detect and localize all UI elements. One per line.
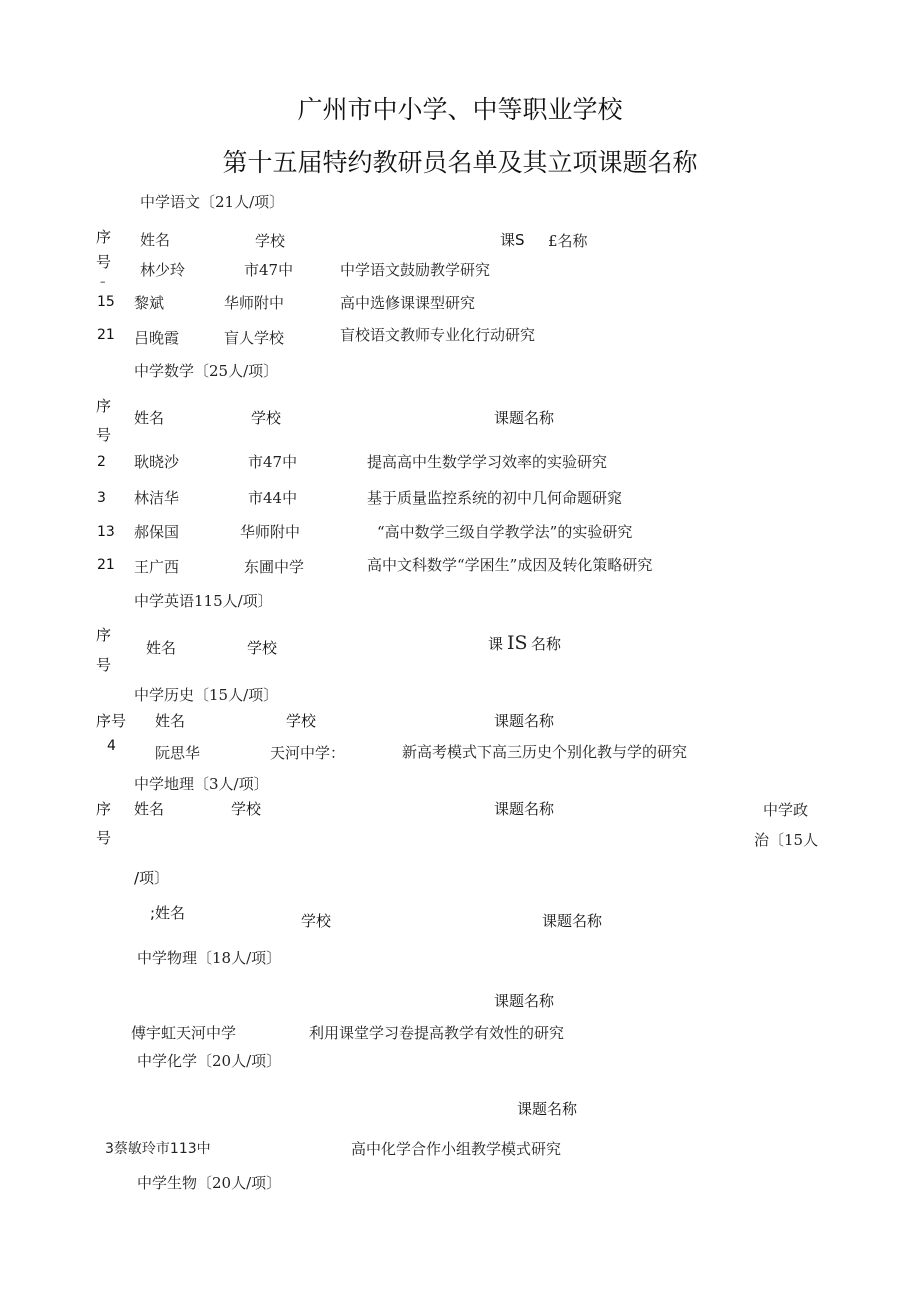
- table-cell-name: 林少玲: [140, 261, 186, 279]
- table-cell-name: 林洁华: [134, 489, 180, 507]
- header-school: 学校: [231, 800, 262, 818]
- table-cell-name-school: 傅宇虹天河中学: [131, 1024, 237, 1042]
- title-line-2: 第十五届特约教研员名单及其立项课题名称: [222, 148, 698, 177]
- section-politics: 治〔15人: [754, 831, 819, 849]
- table-cell-school: 市44中: [248, 489, 298, 507]
- table-cell-no: 15: [97, 294, 115, 310]
- table-cell-no: 13: [97, 524, 115, 540]
- table-cell-topic: 基于质量监控系统的初中几何命题研窕: [367, 489, 623, 507]
- table-cell-no-name-school: 3蔡敏玲市113中: [105, 1141, 211, 1157]
- table-cell-topic: 高中选修课课型研究: [340, 294, 476, 312]
- header-school: 学校: [255, 232, 286, 250]
- table-cell-no: 4: [107, 738, 116, 754]
- section-english: 中学英语115人/项〕: [134, 592, 273, 610]
- header-school: 学校: [301, 912, 332, 930]
- table-cell-name: 耿晓沙: [134, 453, 180, 471]
- table-cell-no: 21: [97, 557, 115, 573]
- section-politics: 中学政: [763, 801, 809, 819]
- table-cell-school: 东圃中学: [244, 558, 305, 576]
- table-cell-name: 吕晚霞: [134, 329, 180, 347]
- table-cell-school: 市47中: [248, 453, 298, 471]
- table-cell-name: 阮思华: [155, 744, 201, 762]
- header-topic: 课题名称: [517, 1100, 578, 1118]
- table-cell-topic: 新高考模式下高三历史个别化教与学的研究: [402, 743, 688, 761]
- section-history: 中学历史〔15人/项〕: [134, 686, 279, 704]
- header-seq: 序: [96, 626, 112, 644]
- header-topic: 课题名称: [542, 912, 603, 930]
- header-topic: £名称: [548, 232, 588, 250]
- header-topic: 课题名称: [494, 712, 555, 730]
- header-topic: 名称: [531, 635, 562, 653]
- header-name: 姓名: [155, 712, 186, 730]
- header-school: 学校: [251, 409, 282, 427]
- section-chinese: 中学语文〔21人/项〕: [140, 193, 285, 211]
- table-cell-topic: 中学语文鼓励教学研究: [340, 261, 491, 279]
- table-cell-name: 王广西: [134, 558, 180, 576]
- table-cell-school: 盲人学校: [224, 329, 285, 347]
- header-school: 学校: [247, 639, 278, 657]
- header-topic: 课题名称: [494, 992, 555, 1010]
- section-biology: 中学生物〔20人/项〕: [137, 1174, 282, 1192]
- table-cell-school: 华师附中: [240, 523, 301, 541]
- table-cell-school: 天河中学：: [270, 744, 346, 762]
- table-cell-school: 市47中: [244, 261, 294, 279]
- section-geography: 中学地理〔3人/项〕: [134, 775, 269, 793]
- section-math: 中学数学〔25人/项〕: [134, 362, 279, 380]
- header-seq: 号: [96, 656, 112, 674]
- header-topic: 课题名称: [494, 409, 555, 427]
- table-cell-name: 郝保国: [134, 523, 180, 541]
- header-name: ;姓名: [150, 904, 186, 922]
- section-chemistry: 中学化学〔20人/项〕: [137, 1052, 282, 1070]
- header-name: 姓名: [146, 639, 177, 657]
- table-cell-no: 2: [97, 454, 106, 470]
- header-topic: 课S: [500, 231, 525, 249]
- table-cell-no: 3: [97, 490, 106, 506]
- table-cell-topic: 利用课堂学习卷提高教学有效性的研究: [309, 1024, 565, 1042]
- section-politics: /项〕: [134, 869, 170, 887]
- title-line-1: 广州市中小学、中等职业学校: [297, 95, 623, 124]
- header-seq: 序: [96, 800, 112, 818]
- header-topic: IS: [507, 632, 528, 654]
- table-cell-topic: 高中文科数学“学困生”成因及转化策略研究: [367, 556, 653, 574]
- header-name: 姓名: [134, 800, 165, 818]
- header-name: 姓名: [140, 231, 171, 249]
- table-cell-school: 华师附中: [224, 294, 285, 312]
- table-cell-topic: 高中化学合作小组教学模式研究: [351, 1140, 562, 1158]
- table-cell-no: 21: [97, 327, 115, 343]
- header-topic: 课: [488, 635, 504, 653]
- header-school: 学校: [286, 712, 317, 730]
- header-name: 姓名: [134, 409, 165, 427]
- header-seq: 号: [96, 253, 112, 271]
- table-cell-name: 黎斌: [134, 294, 165, 312]
- header-seq-dash: –: [100, 275, 106, 288]
- header-seq: 序号: [96, 712, 127, 730]
- table-cell-topic: 盲校语文教师专业化行动研究: [340, 326, 536, 344]
- table-cell-topic: “高中数学三级自学教学法”的实验研究: [377, 523, 633, 541]
- header-seq: 序: [96, 228, 112, 246]
- header-seq: 序: [96, 397, 112, 415]
- header-seq: 号: [96, 829, 112, 847]
- header-seq: 号: [96, 426, 112, 444]
- section-physics: 中学物理〔18人/项〕: [137, 949, 282, 967]
- table-cell-topic: 提高高中生数学学习效率的实验研究: [367, 453, 608, 471]
- header-topic: 课题名称: [494, 800, 555, 818]
